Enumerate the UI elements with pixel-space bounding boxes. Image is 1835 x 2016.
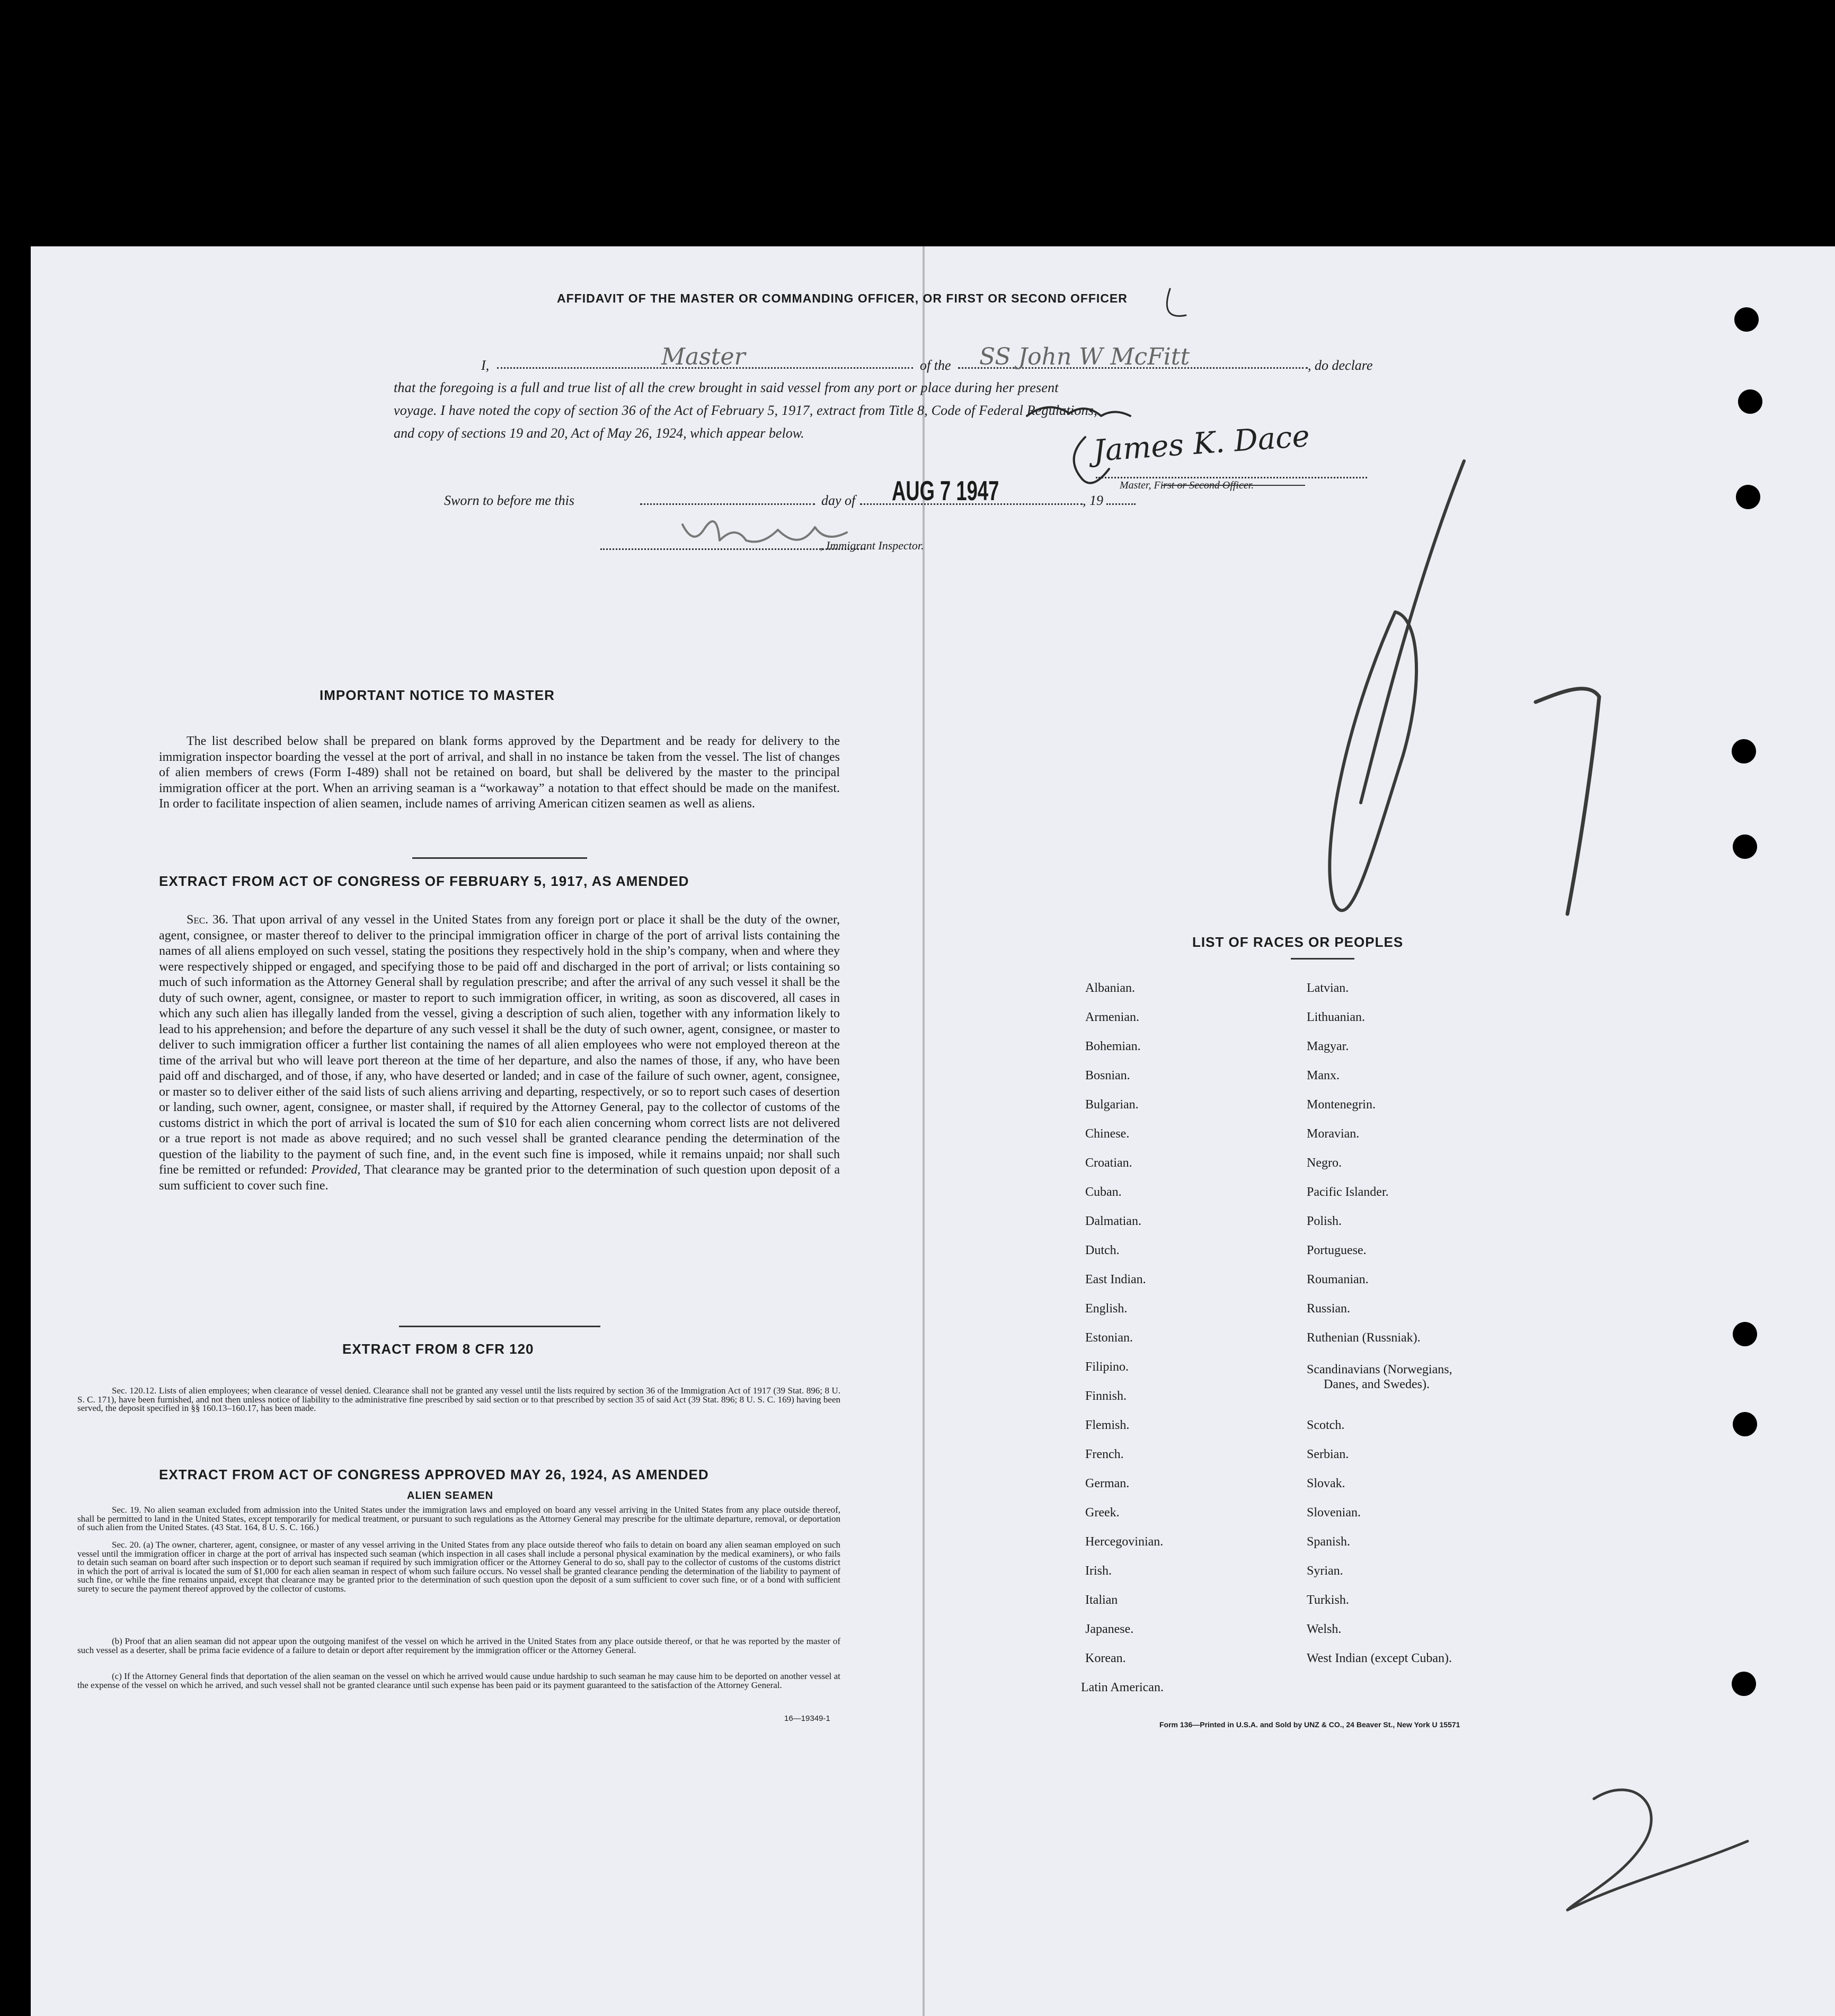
race-right-4: Montenegrin. bbox=[1307, 1098, 1376, 1112]
punch-hole bbox=[1734, 307, 1759, 332]
sec-20c-text: (c) If the Attorney General finds that deportation of the alien seaman on the vessel on which he arrived would cause undue hardship to such seaman he may cause him to be deported on another vessel at the expense of the vessel on which he arrived, and such vessel shall not be granted clearance until such expense has been paid or its payment guaranteed to the satisfaction of the Attorney General. bbox=[77, 1671, 840, 1690]
affidavit-line-3: voyage. I have noted the copy of section 36 of the Act of February 5, 1917, extract from Title 8, Code of Federal Regulations, bbox=[394, 403, 1097, 418]
document-page bbox=[31, 246, 1835, 2016]
affidavit-i-label: I, bbox=[481, 358, 490, 373]
race-right-10: Roumanian. bbox=[1307, 1273, 1369, 1286]
race-left-1: Armenian. bbox=[1085, 1010, 1139, 1024]
race-right-13: Scandinavians (Norwegians, bbox=[1307, 1363, 1452, 1376]
race-left-15: Flemish. bbox=[1085, 1418, 1130, 1432]
sec-19-text: Sec. 19. No alien seaman excluded from admission into the United States under the immigration laws and employed on board any vessel arriving in the United States from any place outside thereof, shall be permitted to land in the United States, except temporarily for medical treatment, or pursuant to such regulations as the Attorney General may prescribe for the ultimate departure, removal, or deportation of such alien from the United States. (43 Stat. 164, 8 U. S. C. 166.) bbox=[77, 1505, 840, 1532]
race-right-12: Ruthenian (Russniak). bbox=[1307, 1331, 1421, 1345]
affidavit-title: AFFIDAVIT OF THE MASTER OR COMMANDING OFFICER, OR FIRST OR SECOND OFFICER bbox=[557, 291, 1128, 305]
race-left-2: Bohemian. bbox=[1085, 1040, 1141, 1053]
race-left-23: Korean. bbox=[1085, 1651, 1126, 1665]
race-right-8: Polish. bbox=[1307, 1214, 1342, 1228]
race-left-24: Latin American. bbox=[1081, 1681, 1164, 1694]
race-right-0: Latvian. bbox=[1307, 981, 1349, 995]
race-right-22: Welsh. bbox=[1307, 1622, 1342, 1636]
race-left-16: French. bbox=[1085, 1447, 1124, 1461]
notice-title: IMPORTANT NOTICE TO MASTER bbox=[320, 687, 555, 703]
punch-hole bbox=[1733, 1412, 1757, 1436]
divider-1 bbox=[412, 857, 587, 859]
form-footer: Form 136—Printed in U.S.A. and Sold by UNZ & CO., 24 Beaver St., New York U 15571 bbox=[1159, 1720, 1460, 1729]
affidavit-line-4: and copy of sections 19 and 20, Act of May 26, 1924, which appear below. bbox=[394, 425, 804, 441]
race-right-18: Slovenian. bbox=[1307, 1506, 1361, 1520]
race-left-9: Dutch. bbox=[1085, 1244, 1120, 1257]
race-left-0: Albanian. bbox=[1085, 981, 1135, 995]
race-left-20: Irish. bbox=[1085, 1564, 1112, 1578]
sec-20b-text: (b) Proof that an alien seaman did not appear upon the outgoing manifest of the vessel on which he arrived in the United States from any place outside thereof, or that he was reported by the master of such vessel as a deserter, shall be prima facie evidence of a failure to detain or deport after requirement by the immigration officer or the Attorney General. bbox=[77, 1636, 840, 1655]
sworn-label: Sworn to before me this bbox=[444, 493, 575, 508]
race-right-17: Slovak. bbox=[1307, 1477, 1345, 1490]
race-left-22: Japanese. bbox=[1085, 1622, 1134, 1636]
races-title: LIST OF RACES OR PEOPLES bbox=[1192, 934, 1404, 950]
race-right-9: Portuguese. bbox=[1307, 1244, 1367, 1257]
race-left-5: Chinese. bbox=[1085, 1127, 1130, 1141]
divider-2 bbox=[399, 1326, 600, 1327]
sec-36-text-a: That upon arrival of any vessel in the United States from any foreign port or place it shall be the duty of the owner, agent, consignee, or master thereof to deliver to the principal immigration officer in charge of the port of arrival lists containing the names of all aliens employed on such vessel, stating the positions they respectively hold in the ship’s company, when and where they were respectively shipped or engaged, and specifying those to be paid off and discharged in the port of arrival; or lists containing so much of such information as the Attorney General shall by regulation prescribe; and after the arrival of any such vessel it shall be the duty of such owner, agent, consignee, or master to report to such immigration officer, in writing, as soon as discovered, all cases in which any such alien has illegally landed from the vessel, giving a description of such alien, together with any information likely to lead to his apprehension; and before the departure of any such vessel it shall be the duty of such owner, agent, consignee, or master to deliver to such immigration officer a further list containing the names of all alien employees who were not employed thereon at the time of the arrival but who will leave port thereon at the time of her departure, and also the names of those, if any, who have been paid off and discharged, and of those, if any, who have deserted or landed; and in case of the failure of such owner, agent, consignee, or master so to deliver either of the said lists of such aliens arriving and departing, respectively, or so to report such cases of desertion or landing, such owner, agent, consignee, or master shall, if required by the Attorney General, pay to the collector of customs of the customs district in which the port of arrival is located the sum of $10 for each alien concerning whom correct lists are not delivered or a true report is not made as above required; and no such vessel shall be granted clearance pending the determination of the question of the liability to the payment of such fine, and, in the event such fine is imposed, while it remains unpaid; nor shall such fine be remitted or refunded: bbox=[159, 913, 840, 1177]
punch-hole bbox=[1732, 1672, 1756, 1696]
race-right-7: Pacific Islander. bbox=[1307, 1185, 1389, 1199]
provided-label: Provided, bbox=[311, 1163, 361, 1177]
race-right-2: Magyar. bbox=[1307, 1040, 1349, 1053]
race-right-16: Serbian. bbox=[1307, 1447, 1349, 1461]
race-right-19: Spanish. bbox=[1307, 1535, 1351, 1549]
year-label: , 19 bbox=[1083, 493, 1103, 508]
race-left-7: Cuban. bbox=[1085, 1185, 1122, 1199]
master-handwriting: Master bbox=[661, 343, 746, 370]
sec-36-label: Sec. 36. bbox=[187, 913, 228, 927]
form-number: 16—19349-1 bbox=[784, 1714, 830, 1723]
day-of-label: day of bbox=[821, 493, 856, 508]
date-stamp: AUG 7 1947 bbox=[892, 476, 999, 507]
of-the-label: of the bbox=[920, 358, 951, 373]
sec-20a-text: Sec. 20. (a) The owner, charterer, agent, consignee, or master of any vessel arriving in the United States from any place outside thereof who fails to detain on board any alien seaman employed on such vessel until the immigration officer in charge at the port of arrival has inspected such seaman (which inspection in all cases shall include a personal physical examination by the medical examiners), or who fails to detain such seaman on board after such inspection or to deport such seaman if required by such immigration officer or the Attorney General to do so, shall pay to the collector of customs of the customs district in which the port of arrival is located the sum of $1,000 for each alien seaman in respect of whom such failure occurs. No vessel shall be granted clearance pending the determination of the liability to payment of such fine, or while the fine remains unpaid, except that clearance may be granted prior to the determination of such question upon the deposit of a sum sufficient to cover such fine, or of a bond with sufficient surety to secure the payment thereof approved by the collector of customs. bbox=[77, 1540, 840, 1594]
race-left-4: Bulgarian. bbox=[1085, 1098, 1139, 1112]
race-left-14: Finnish. bbox=[1085, 1389, 1127, 1403]
race-right-21: Turkish. bbox=[1307, 1593, 1349, 1607]
race-left-3: Bosnian. bbox=[1085, 1069, 1130, 1082]
notice-text: The list described below shall be prepared on blank forms approved by the Department and be ready for delivery to the immigration inspector boarding the vessel at the port of arrival, and shall in no instance be taken from the vessel. The list of changes of alien members of crews (Form I-489) shall not be retained on board, but shall be delivered by the master to the principal immigration officer at the port. When an arriving seaman is a “workaway” a notation to that effect should be made on the manifest. In order to facilitate inspection of alien seamen, include names of arriving American citizen seamen as well as aliens. bbox=[159, 734, 840, 811]
race-right-1: Lithuanian. bbox=[1307, 1010, 1365, 1024]
race-left-17: German. bbox=[1085, 1477, 1130, 1490]
cfr-text: Sec. 120.12. Lists of alien employees; when clearance of vessel denied. Clearance shall not be granted any vessel until the lists required by section 36 of the Immigration Act of 1917 (39 Stat. 896; 8 U. S. C. 171), have been furnished, and not then unless notice of liability to the administrative fine prescribed by said section or to that prescribed by section 35 of said Act (39 Stat. 896; 8 U. S. C. 169) having been served, the deposit specified in §§ 160.13–160.17, has been made. bbox=[77, 1386, 840, 1413]
affidavit-line-2: that the foregoing is a full and true list of all the crew brought in said vessel from any port or place during her present bbox=[394, 380, 1059, 395]
race-left-13: Filipino. bbox=[1085, 1360, 1129, 1374]
race-right-14: Danes, and Swedes). bbox=[1324, 1378, 1430, 1391]
races-divider bbox=[1291, 958, 1354, 960]
punch-hole bbox=[1736, 485, 1760, 509]
extract-1917-title: EXTRACT FROM ACT OF CONGRESS OF FEBRUARY 5, 1917, AS AMENDED bbox=[159, 873, 689, 889]
extract-1924-subtitle: ALIEN SEAMEN bbox=[407, 1490, 494, 1502]
race-right-6: Negro. bbox=[1307, 1156, 1342, 1170]
race-left-11: English. bbox=[1085, 1302, 1128, 1316]
race-right-11: Russian. bbox=[1307, 1302, 1351, 1316]
declare-label: , do declare bbox=[1308, 358, 1373, 373]
race-left-6: Croatian. bbox=[1085, 1156, 1132, 1170]
extract-1924-title: EXTRACT FROM ACT OF CONGRESS APPROVED MAY 26, 1924, AS AMENDED bbox=[159, 1467, 709, 1482]
cfr-title: EXTRACT FROM 8 CFR 120 bbox=[342, 1341, 534, 1357]
master-signature: James K. Dace bbox=[1092, 419, 1311, 469]
vessel-handwriting: SS John W McFitt bbox=[979, 343, 1190, 370]
race-right-3: Manx. bbox=[1307, 1069, 1340, 1082]
race-right-20: Syrian. bbox=[1307, 1564, 1343, 1578]
extract-1917-text bbox=[159, 912, 840, 1194]
sec-36-text-b: That clearance may be granted prior to the determination of such question upon deposit of a sum sufficient to cover such fine. bbox=[159, 1163, 840, 1193]
punch-hole bbox=[1733, 1322, 1757, 1346]
race-left-18: Greek. bbox=[1085, 1506, 1120, 1520]
race-left-12: Estonian. bbox=[1085, 1331, 1133, 1345]
inspector-caption: , Immigrant Inspector. bbox=[820, 539, 924, 552]
race-left-10: East Indian. bbox=[1085, 1273, 1146, 1286]
race-right-23: West Indian (except Cuban). bbox=[1307, 1651, 1452, 1665]
race-right-15: Scotch. bbox=[1307, 1418, 1345, 1432]
race-left-8: Dalmatian. bbox=[1085, 1214, 1141, 1228]
race-left-21: Italian bbox=[1085, 1593, 1118, 1607]
race-left-19: Hercegovinian. bbox=[1085, 1535, 1164, 1549]
race-right-5: Moravian. bbox=[1307, 1127, 1360, 1141]
master-caption: Master, First or Second Officer. bbox=[1120, 479, 1254, 491]
punch-hole bbox=[1732, 739, 1756, 763]
punch-hole bbox=[1733, 834, 1757, 859]
punch-hole bbox=[1738, 389, 1762, 414]
